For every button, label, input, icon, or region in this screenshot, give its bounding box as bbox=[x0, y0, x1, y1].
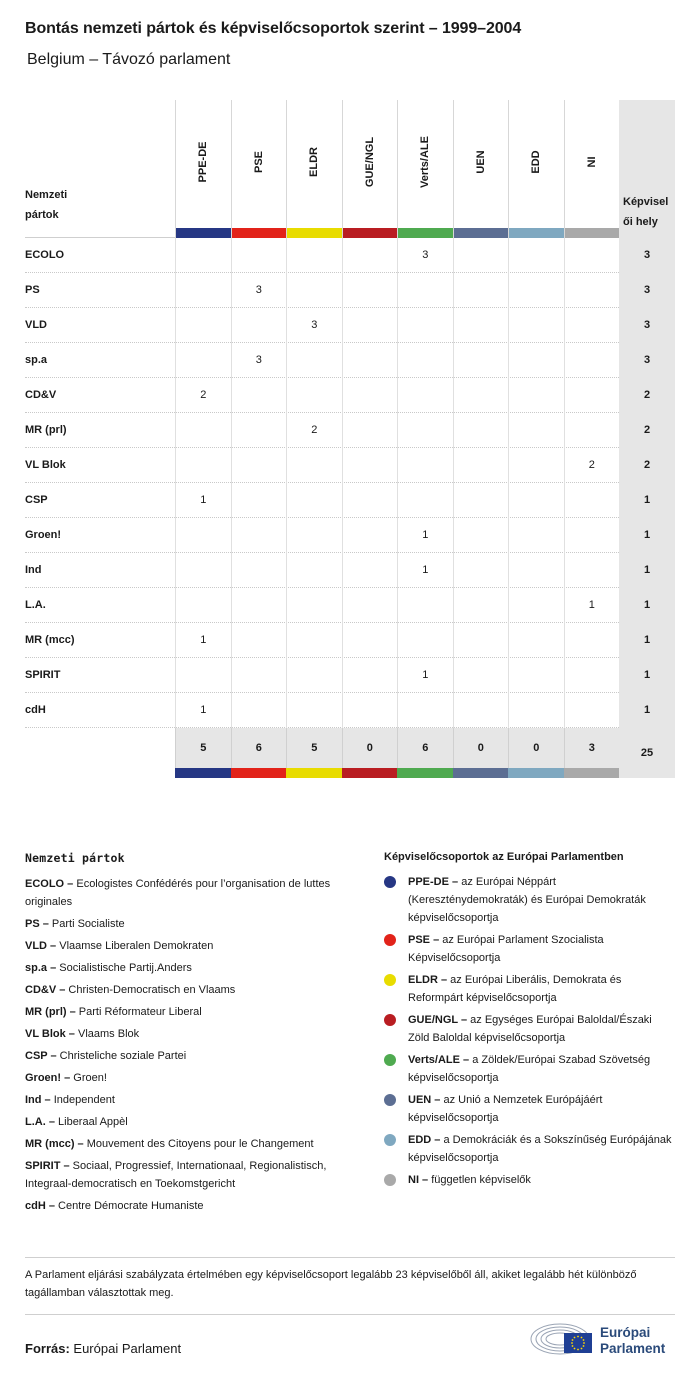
row-total: 1 bbox=[619, 588, 675, 623]
seat-cell bbox=[175, 588, 231, 623]
seat-cell bbox=[175, 343, 231, 378]
column-total: 0 bbox=[342, 728, 398, 768]
seat-cell bbox=[231, 623, 287, 658]
seat-cell bbox=[231, 413, 287, 448]
column-total: 6 bbox=[397, 728, 453, 768]
total-seats-header: Képvisel ői hely bbox=[619, 100, 675, 238]
group-color-dot bbox=[384, 1014, 396, 1026]
group-column-label: PPE-DE bbox=[197, 141, 210, 183]
seat-cell bbox=[508, 343, 564, 378]
group-legend-item: Verts/ALE – a Zöldek/Európai Szabad Szövetség képviselőcsoportja bbox=[384, 1051, 676, 1087]
seat-cell: 1 bbox=[175, 623, 231, 658]
seat-cell bbox=[453, 693, 509, 728]
seat-cell bbox=[397, 588, 453, 623]
seat-cell bbox=[508, 483, 564, 518]
group-color-bar bbox=[232, 228, 287, 238]
seat-cell bbox=[453, 483, 509, 518]
seat-cell bbox=[564, 273, 620, 308]
group-column-header bbox=[564, 100, 620, 238]
seat-cell bbox=[342, 448, 398, 483]
group-column-header bbox=[453, 100, 509, 238]
group-color-bar bbox=[398, 228, 453, 238]
seat-cell bbox=[508, 518, 564, 553]
group-column-label: Verts/ALE bbox=[419, 136, 432, 188]
group-column-label: ELDR bbox=[308, 147, 321, 177]
party-legend-item: CD&V – Christen-Democratisch en Vlaams bbox=[25, 984, 236, 996]
seat-cell bbox=[175, 238, 231, 273]
logo-wordmark: Európai Parlament bbox=[600, 1325, 666, 1356]
seat-cell bbox=[508, 273, 564, 308]
row-header: Nemzeti pártok bbox=[25, 189, 68, 221]
table-row bbox=[25, 588, 675, 623]
party-legend-item: Groen! – Groen! bbox=[25, 1072, 107, 1084]
table-row bbox=[25, 413, 675, 448]
party-legend-item: MR (prl) – Parti Réformateur Liberal bbox=[25, 1006, 202, 1018]
party-legend-item: Ind – Independent bbox=[25, 1094, 115, 1106]
seat-cell bbox=[231, 553, 287, 588]
seat-cell bbox=[231, 238, 287, 273]
seat-cell bbox=[175, 308, 231, 343]
seat-cell bbox=[286, 448, 342, 483]
row-total: 3 bbox=[619, 343, 675, 378]
group-column-label: UEN bbox=[474, 150, 487, 174]
group-color-bar bbox=[564, 768, 620, 778]
table-row bbox=[25, 483, 675, 518]
party-name: VLD bbox=[25, 319, 47, 331]
party-legend-item: CSP – Christeliche soziale Partei bbox=[25, 1050, 187, 1062]
row-total: 1 bbox=[619, 553, 675, 588]
group-color-bar bbox=[397, 768, 453, 778]
seat-cell bbox=[564, 553, 620, 588]
seat-cell bbox=[175, 413, 231, 448]
seat-cell bbox=[453, 623, 509, 658]
seat-cell bbox=[175, 448, 231, 483]
table-row bbox=[25, 553, 675, 588]
party-name: L.A. bbox=[25, 599, 46, 611]
groups-legend-heading: Képviselőcsoportok az Európai Parlamentben bbox=[384, 851, 624, 863]
seat-cell bbox=[342, 343, 398, 378]
seat-cell: 3 bbox=[397, 238, 453, 273]
column-total: 0 bbox=[453, 728, 509, 768]
seat-cell bbox=[508, 308, 564, 343]
seat-cell bbox=[342, 308, 398, 343]
party-name: cdH bbox=[25, 704, 46, 716]
group-legend-item: EDD – a Demokráciák és a Sokszínűség Európájának képviselőcsoportja bbox=[384, 1131, 676, 1167]
seat-cell bbox=[231, 448, 287, 483]
seat-cell: 2 bbox=[175, 378, 231, 413]
seat-cell bbox=[342, 553, 398, 588]
table-row bbox=[25, 518, 675, 553]
seat-cell: 1 bbox=[397, 553, 453, 588]
group-color-dot bbox=[384, 1134, 396, 1146]
group-column-label: EDD bbox=[530, 150, 543, 174]
seat-cell: 3 bbox=[231, 343, 287, 378]
party-name: MR (prl) bbox=[25, 424, 67, 436]
group-column-header bbox=[175, 100, 231, 238]
table-row bbox=[25, 343, 675, 378]
seat-cell bbox=[508, 413, 564, 448]
seat-cell: 1 bbox=[175, 693, 231, 728]
group-column-header bbox=[508, 100, 564, 238]
seat-cell bbox=[286, 553, 342, 588]
group-column-label: GUE/NGL bbox=[363, 136, 376, 188]
party-name: PS bbox=[25, 284, 40, 296]
seat-cell bbox=[342, 658, 398, 693]
seat-table bbox=[25, 100, 675, 778]
seat-cell: 2 bbox=[286, 413, 342, 448]
seat-cell bbox=[508, 238, 564, 273]
column-total: 0 bbox=[508, 728, 564, 768]
seat-cell bbox=[397, 483, 453, 518]
group-legend-item: UEN – az Unió a Nemzetek Európájáért képviselőcsoportja bbox=[384, 1091, 676, 1127]
seat-cell bbox=[286, 518, 342, 553]
seat-cell bbox=[342, 413, 398, 448]
group-color-dot bbox=[384, 1054, 396, 1066]
group-color-bar bbox=[287, 228, 342, 238]
seat-cell bbox=[564, 413, 620, 448]
table-row bbox=[25, 273, 675, 308]
seat-cell bbox=[231, 693, 287, 728]
seat-cell bbox=[508, 658, 564, 693]
seat-cell bbox=[342, 238, 398, 273]
row-total: 3 bbox=[619, 308, 675, 343]
party-name: MR (mcc) bbox=[25, 634, 75, 646]
seat-cell bbox=[508, 693, 564, 728]
table-row bbox=[25, 693, 675, 728]
seat-cell bbox=[342, 273, 398, 308]
seat-cell bbox=[342, 378, 398, 413]
seat-cell bbox=[231, 518, 287, 553]
seat-cell bbox=[508, 378, 564, 413]
group-color-bar bbox=[342, 768, 398, 778]
seat-cell bbox=[397, 623, 453, 658]
row-total: 1 bbox=[619, 623, 675, 658]
row-total: 2 bbox=[619, 448, 675, 483]
party-legend-item: PS – Parti Socialiste bbox=[25, 918, 125, 930]
row-total: 3 bbox=[619, 273, 675, 308]
group-column-header bbox=[286, 100, 342, 238]
group-color-bar bbox=[508, 768, 564, 778]
seat-cell bbox=[508, 448, 564, 483]
group-color-bar bbox=[175, 768, 231, 778]
seat-cell bbox=[453, 378, 509, 413]
seat-cell bbox=[564, 658, 620, 693]
seat-cell bbox=[231, 483, 287, 518]
seat-cell bbox=[397, 378, 453, 413]
group-legend-item: GUE/NGL – az Egységes Európai Baloldal/Északi Zöld Baloldal képviselőcsoportja bbox=[384, 1011, 676, 1047]
seat-cell bbox=[453, 273, 509, 308]
seat-cell bbox=[564, 693, 620, 728]
seat-cell bbox=[564, 308, 620, 343]
seat-cell bbox=[286, 238, 342, 273]
row-total: 2 bbox=[619, 378, 675, 413]
seat-cell bbox=[508, 553, 564, 588]
seat-cell bbox=[453, 238, 509, 273]
table-row bbox=[25, 238, 675, 273]
group-color-dot bbox=[384, 934, 396, 946]
party-name: SPIRIT bbox=[25, 669, 61, 681]
row-total: 1 bbox=[619, 693, 675, 728]
parties-legend bbox=[25, 851, 365, 1219]
row-total: 3 bbox=[619, 238, 675, 273]
parties-legend-heading: Nemzeti pártok bbox=[25, 851, 125, 865]
row-total: 1 bbox=[619, 483, 675, 518]
table-row bbox=[25, 308, 675, 343]
seat-cell bbox=[231, 308, 287, 343]
seat-cell bbox=[453, 413, 509, 448]
table-row bbox=[25, 448, 675, 483]
seat-cell: 2 bbox=[564, 448, 620, 483]
seat-cell bbox=[564, 238, 620, 273]
table-header bbox=[25, 100, 675, 238]
group-column-label: NI bbox=[585, 156, 598, 168]
seat-cell bbox=[397, 273, 453, 308]
row-total: 2 bbox=[619, 413, 675, 448]
seat-cell: 1 bbox=[564, 588, 620, 623]
seat-cell bbox=[564, 623, 620, 658]
party-legend-item: ECOLO – Ecologistes Confédérés pour l’organisation de luttes originales bbox=[25, 878, 331, 908]
seat-cell bbox=[453, 588, 509, 623]
seat-cell bbox=[342, 483, 398, 518]
party-legend-item: SPIRIT – Sociaal, Progressief, Internationaal, Regionalistisch, Integraal-democratisch en Toekomstgericht bbox=[25, 1160, 327, 1190]
party-legend-item: VL Blok – Vlaams Blok bbox=[25, 1028, 140, 1040]
column-total: 5 bbox=[286, 728, 342, 768]
grand-total: 25 bbox=[619, 728, 675, 778]
seat-cell bbox=[508, 588, 564, 623]
seat-cell bbox=[453, 658, 509, 693]
column-total: 6 bbox=[231, 728, 287, 768]
seat-cell bbox=[175, 273, 231, 308]
party-name: Ind bbox=[25, 564, 42, 576]
seat-cell bbox=[286, 658, 342, 693]
seat-cell bbox=[231, 658, 287, 693]
seat-cell bbox=[453, 553, 509, 588]
page-title: Bontás nemzeti pártok és képviselőcsoportok szerint – 1999–2004 bbox=[25, 20, 522, 37]
column-total: 5 bbox=[175, 728, 231, 768]
column-totals-row bbox=[25, 728, 675, 778]
seat-cell bbox=[397, 413, 453, 448]
seat-cell bbox=[342, 693, 398, 728]
seat-cell bbox=[286, 343, 342, 378]
group-color-bar bbox=[454, 228, 509, 238]
seat-cell bbox=[397, 308, 453, 343]
row-total: 1 bbox=[619, 658, 675, 693]
seat-cell: 1 bbox=[397, 518, 453, 553]
seat-cell bbox=[286, 273, 342, 308]
party-name: sp.a bbox=[25, 354, 48, 366]
group-color-bar bbox=[509, 228, 564, 238]
seat-cell bbox=[286, 483, 342, 518]
table-row bbox=[25, 658, 675, 693]
seat-cell bbox=[508, 623, 564, 658]
seat-cell bbox=[397, 693, 453, 728]
party-name: CSP bbox=[25, 494, 48, 506]
group-color-dot bbox=[384, 1094, 396, 1106]
seat-cell bbox=[175, 553, 231, 588]
seat-cell bbox=[564, 343, 620, 378]
seat-cell bbox=[286, 378, 342, 413]
seat-cell: 3 bbox=[286, 308, 342, 343]
party-legend-item: cdH – Centre Démocrate Humaniste bbox=[25, 1200, 204, 1212]
seat-cell bbox=[342, 518, 398, 553]
group-color-dot bbox=[384, 974, 396, 986]
group-color-bar bbox=[231, 768, 287, 778]
seat-cell bbox=[286, 588, 342, 623]
group-legend-item: NI – független képviselők bbox=[384, 1171, 676, 1189]
source-line: Forrás: Európai Parlament bbox=[25, 1341, 182, 1356]
group-column-header bbox=[231, 100, 287, 238]
seat-cell bbox=[175, 518, 231, 553]
seat-cell bbox=[286, 623, 342, 658]
seat-cell bbox=[453, 518, 509, 553]
group-color-bar bbox=[453, 768, 509, 778]
page-subtitle: Belgium – Távozó parlament bbox=[27, 51, 231, 68]
seat-cell bbox=[564, 378, 620, 413]
table-row bbox=[25, 623, 675, 658]
group-color-bar bbox=[176, 228, 231, 238]
seat-cell bbox=[231, 378, 287, 413]
column-total: 3 bbox=[564, 728, 620, 768]
party-legend-item: VLD – Vlaamse Liberalen Demokraten bbox=[25, 940, 214, 952]
party-name: CD&V bbox=[25, 389, 57, 401]
seat-cell bbox=[564, 518, 620, 553]
group-legend-item: PSE – az Európai Parlament Szocialista Képviselőcsoportja bbox=[384, 931, 676, 967]
seat-cell bbox=[342, 588, 398, 623]
seat-cell bbox=[175, 658, 231, 693]
group-column-header bbox=[397, 100, 453, 238]
party-name: VL Blok bbox=[25, 459, 66, 471]
party-name: Groen! bbox=[25, 529, 62, 541]
groups-legend bbox=[384, 851, 676, 1193]
group-color-bar bbox=[565, 228, 620, 238]
footnote: A Parlament eljárási szabályzata értelmében egy képviselőcsoport legalább 23 képviselőből áll, akiket legalább hét különböző tagállamban választottak meg. bbox=[25, 1257, 675, 1315]
seat-cell bbox=[342, 623, 398, 658]
group-color-bar bbox=[343, 228, 398, 238]
party-legend-item: MR (mcc) – Mouvement des Citoyens pour le Changement bbox=[25, 1138, 314, 1150]
seat-cell: 1 bbox=[397, 658, 453, 693]
seat-cell bbox=[453, 448, 509, 483]
group-legend-item: ELDR – az Európai Liberális, Demokrata és Reformpárt képviselőcsoportja bbox=[384, 971, 676, 1007]
group-color-dot bbox=[384, 876, 396, 888]
party-name: ECOLO bbox=[25, 249, 65, 261]
seat-cell bbox=[231, 588, 287, 623]
group-column-header bbox=[342, 100, 398, 238]
seat-cell bbox=[453, 343, 509, 378]
row-total: 1 bbox=[619, 518, 675, 553]
group-color-bar bbox=[286, 768, 342, 778]
group-legend-item: PPE-DE – az Európai Néppárt (Kereszténydemokraták) és Európai Demokraták képviselőcsoportja bbox=[384, 873, 676, 927]
group-color-dot bbox=[384, 1174, 396, 1186]
seat-cell: 3 bbox=[231, 273, 287, 308]
seat-cell: 1 bbox=[175, 483, 231, 518]
seat-cell bbox=[564, 483, 620, 518]
table-body bbox=[25, 238, 675, 728]
seat-cell bbox=[397, 448, 453, 483]
group-column-label: PSE bbox=[252, 150, 265, 174]
party-legend-item: sp.a – Socialistische Partij.Anders bbox=[25, 962, 192, 974]
seat-cell bbox=[286, 693, 342, 728]
party-legend-item: L.A. – Liberaal Appèl bbox=[25, 1116, 128, 1128]
table-row bbox=[25, 378, 675, 413]
seat-cell bbox=[453, 308, 509, 343]
seat-cell bbox=[397, 343, 453, 378]
